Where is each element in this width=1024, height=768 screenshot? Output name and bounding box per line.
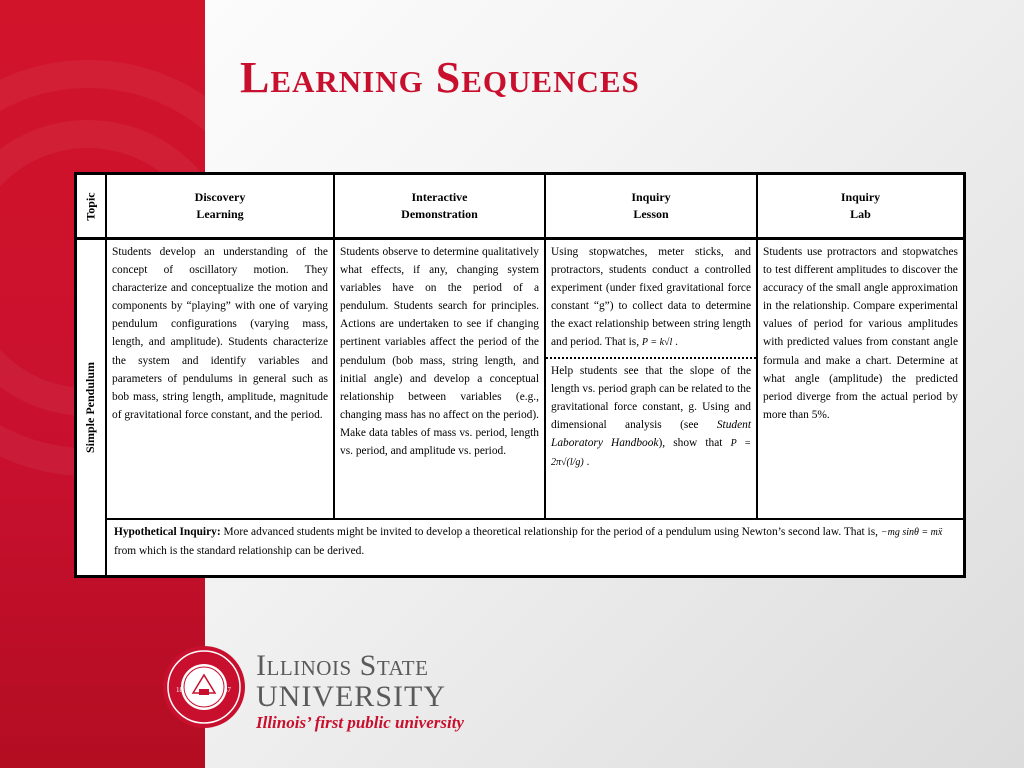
seal-year-right: 57	[224, 686, 231, 694]
university-logo-text	[256, 650, 464, 734]
inquiry-lesson-part-1: Using stopwatches, meter sticks, and protractors, students conduct a controlled experiment (under fixed gravitational force constant “g”) to collect data to determine the exact relationship between string length and period. That is, P = k√l .	[551, 246, 751, 349]
topic-header-cell	[77, 175, 105, 240]
header-line: Inquiry	[840, 190, 881, 204]
header-interactive-demonstration	[335, 175, 546, 237]
cell-discovery-learning: Students develop an understanding of the concept of oscillatory motion. They characterize and conceptualize the motion and components by “playing” with one of varying pendulum configurations (varying mass, length, and amplitude). Students characterize the system and identify variables and parameters of pendulums in general such as bob mass, string length, amplitude, magnitude of gravitational force constant, and the period.	[107, 240, 335, 518]
university-seal-icon	[162, 645, 246, 729]
header-line: Learning	[196, 207, 244, 221]
hypothetical-inquiry-row	[107, 520, 963, 575]
formula-length-period: P = k√l	[641, 337, 673, 349]
header-line: Lesson	[633, 207, 669, 221]
header-line: Discovery	[194, 190, 246, 204]
header-line: Demonstration	[401, 207, 478, 221]
learning-sequences-table	[74, 172, 966, 578]
header-inquiry-lesson	[546, 175, 758, 237]
formula-period: P = 2π√(l/g)	[551, 437, 751, 469]
header-line: Lab	[850, 207, 871, 221]
cell-inquiry-lesson	[546, 240, 758, 518]
header-line: Interactive	[411, 190, 468, 204]
cell-inquiry-lab: Students use protractors and stopwatches to test different amplitudes to discover the accuracy of the small angle approximation in the relationship. Compare experimental values of period for various amplitudes with predicted values from constant angle formula and make a chart. Determine at what angle (amplitude) the predicted period diverge from the actual period by more than 5%.	[763, 246, 958, 421]
hypothetical-text: from which is the standard relationship can be derived.	[114, 545, 365, 557]
cell-interactive-demonstration: Students observe to determine qualitatively what effects, if any, changing system variables have on the period of a pendulum. Students search for principles. Actions are undertaken to see if changing pertinent variables affect the period of the pendulum (bob mass, string length, and initial angle) and develop a conceptual relationship between variables (e.g., changing mass has no affect on the period). Make data tables of mass vs. period, length vs. period, and amplitude vs. period.	[335, 240, 546, 518]
logo-line-2: UNIVERSITY	[256, 680, 446, 713]
header-line: Inquiry	[631, 190, 671, 204]
header-discovery-learning	[107, 175, 335, 237]
logo-line-1: Illinois State	[256, 649, 429, 682]
lesson-text: ), show that	[658, 436, 723, 449]
topic-column	[77, 175, 107, 575]
handbook-title: Student Laboratory Handbook	[551, 418, 751, 449]
inquiry-lesson-part-2: Help students see that the slope of the length vs. period graph can be related to the gravitational force constant, g. Using and dimensional analysis (see Student Laboratory Handbook), show that P = 2π√(l/g) .	[551, 364, 751, 469]
dotted-divider	[546, 357, 756, 359]
lesson-text: Using stopwatches, meter sticks, and protractors, students conduct a controlled experiment (under fixed gravitational force constant “g”) to collect data to determine the exact relationship between string length and period. That is,	[551, 246, 751, 349]
lesson-text: Help students see that the slope of the length vs. period graph can be related to the gravitational force constant, g. Using and dimensional analysis (see	[551, 364, 751, 431]
seal-year-left: 18	[176, 686, 183, 694]
header-inquiry-lab	[758, 175, 963, 237]
logo-tagline: Illinois’ first public university	[256, 713, 464, 732]
table-header-row	[107, 175, 963, 240]
topic-label: Simple Pendulum	[83, 361, 98, 454]
slide-title: Learning Sequences	[240, 53, 640, 102]
table-body-row	[107, 240, 963, 520]
hypothetical-label: Hypothetical Inquiry:	[114, 526, 221, 538]
hypothetical-text: More advanced students might be invited to develop a theoretical relationship for the period of a pendulum using Newton’s second law. That is,	[223, 526, 878, 538]
formula-newton: −mg sinθ = mẍ	[880, 527, 943, 538]
topic-header: Topic	[83, 191, 98, 221]
topic-cell	[77, 240, 105, 575]
